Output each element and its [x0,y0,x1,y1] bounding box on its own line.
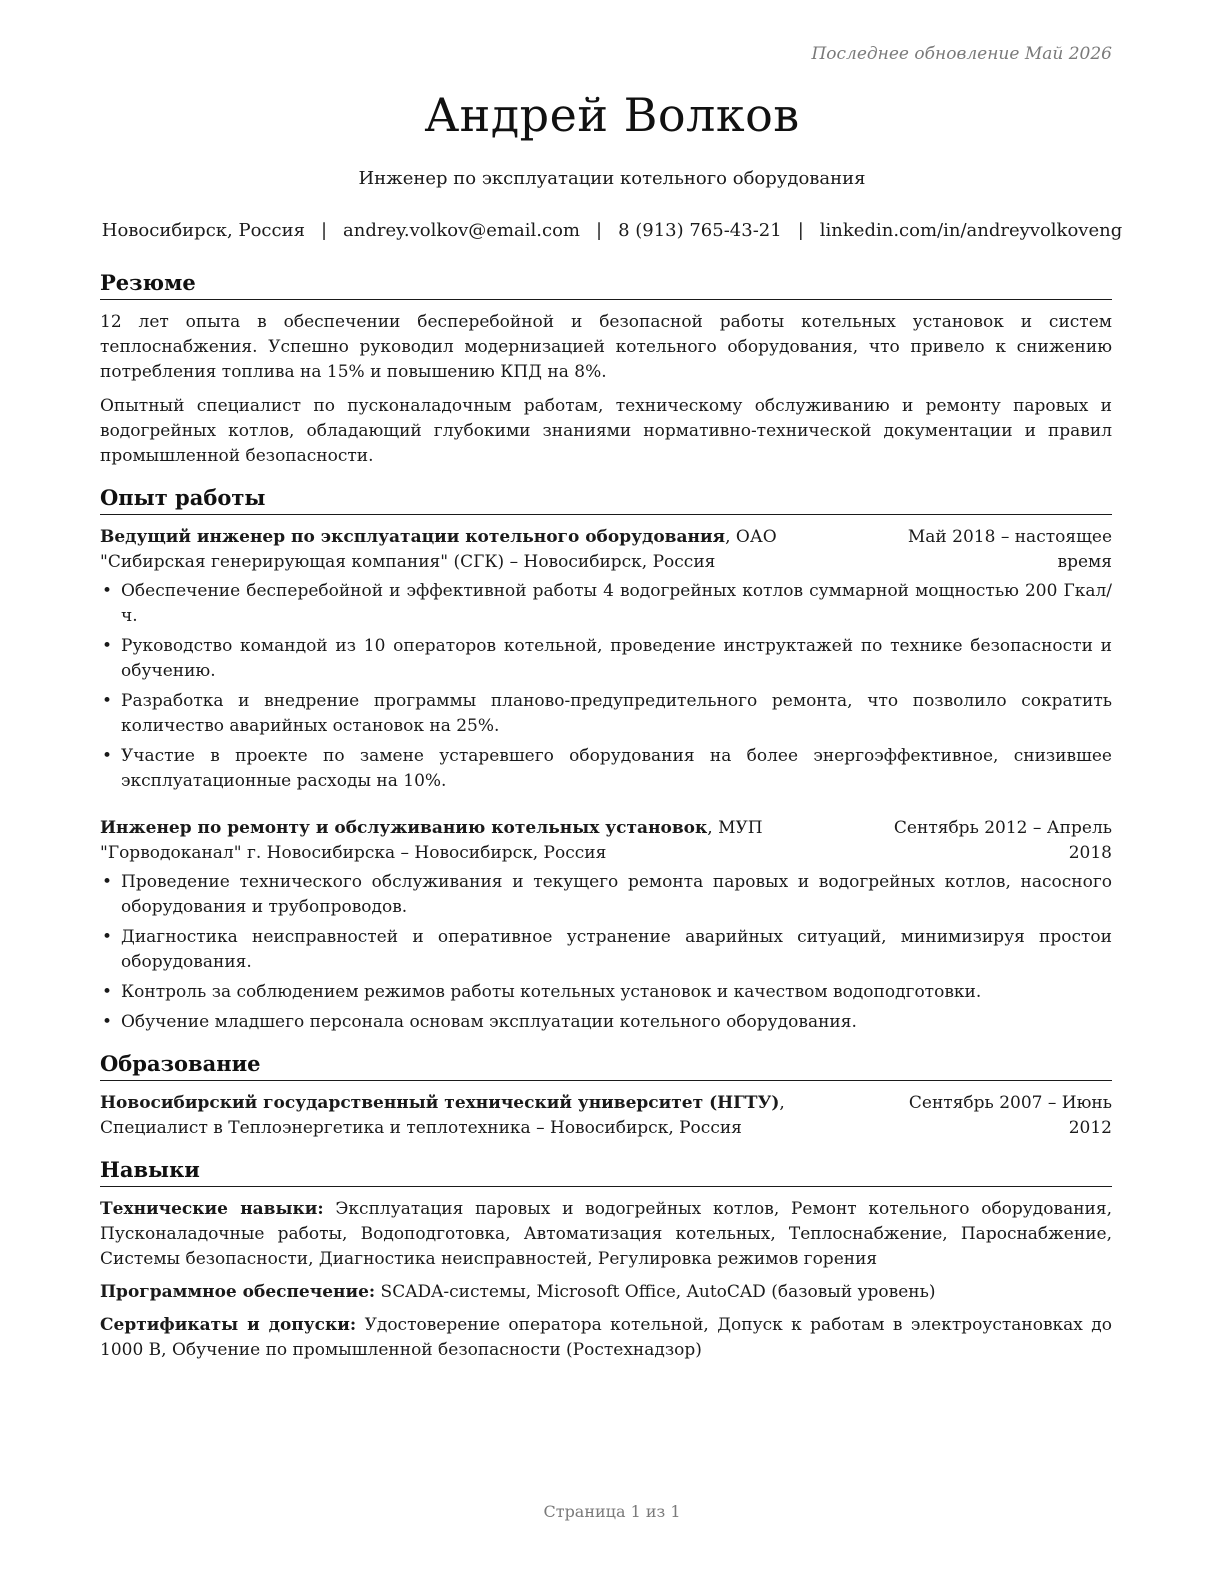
section-heading-experience: Опыт работы [100,483,1112,515]
job-company: , ОАО "Сибирская генерирующая компания" (СГК) – Новосибирск, Россия [100,527,777,572]
contact-separator: | [320,220,328,241]
section-heading-education: Образование [100,1049,1112,1081]
job-dates: Сентябрь 2012 – Апрель 2018 [893,818,1112,863]
job-bullets [100,579,1112,794]
job-dates: Май 2018 – настоящее время [907,527,1112,572]
skill-label: Сертификаты и допуски: [100,1315,357,1335]
list-item: • Обучение младшего персонала основам эксплуатации котельного оборудования. [100,1010,1112,1035]
education-school: Новосибирский государственный технический университет (НГТУ) [100,1093,780,1113]
skill-group [100,1280,1112,1305]
contact-email[interactable]: andrey.volkov@email.com [343,220,580,241]
contact-separator: | [797,220,804,241]
skill-text: Удостоверение оператора котельной, Допуск к работам в электроустановках до 1000 В, Обучение по промышленной безопасности (Ростехнадзор) [100,1315,1112,1360]
contact-phone[interactable]: 8 (913) 765-43-21 [618,220,782,241]
job-header [100,525,1112,575]
education-dates: Сентябрь 2007 – Июнь 2012 [908,1093,1112,1138]
list-item: • Проведение технического обслуживания и текущего ремонта паровых и водогрейных котлов, насосного оборудования и трубопроводов. [100,870,1112,920]
skill-group [100,1197,1112,1272]
job-role: Инженер по ремонту и обслуживанию котельных установок [100,818,708,838]
contact-location: Новосибирск, Россия [101,220,305,241]
page-number: Страница 1 из 1 [543,1502,681,1521]
list-item: • Диагностика неисправностей и оперативное устранение аварийных ситуаций, минимизируя простои оборудования. [100,925,1112,975]
summary-paragraph: Опытный специалист по пусконаладочным работам, техническому обслуживанию и ремонту паровых и водогрейных котлов, обладающий глубокими знаниями нормативно-технической документации и правил промышленной безопасности. [100,396,1112,466]
job-bullets [100,870,1112,1035]
skill-label: Технические навыки: [100,1199,324,1219]
skill-text: Эксплуатация паровых и водогрейных котлов, Ремонт котельного оборудования, Пусконаладочные работы, Водоподготовка, Автоматизация котельных, Теплоснабжение, Пароснабжение, Системы безопасности, Диагностика неисправностей, Регулировка режимов горения [100,1199,1112,1269]
list-item: • Обеспечение бесперебойной и эффективной работы 4 водогрейных котлов суммарной мощностью 200 Гкал/ч. [100,579,1112,629]
list-item: • Контроль за соблюдением режимов работы котельных установок и качеством водоподготовки. [100,980,1112,1005]
contact-line [0,220,1224,241]
education-detail: , Специалист в Теплоэнергетика и теплотехника – Новосибирск, Россия [100,1093,785,1138]
skill-label: Программное обеспечение: [100,1282,376,1302]
resume-content [100,268,1112,1371]
job-entry [100,525,1112,794]
candidate-name: Андрей Волков [424,88,800,142]
job-header [100,816,1112,866]
job-company: , МУП "Горводоканал" г. Новосибирска – Новосибирск, Россия [100,818,763,863]
last-updated: Последнее обновление Май 2026 [811,44,1112,64]
contact-linkedin[interactable]: linkedin.com/in/andreyvolkoveng [819,220,1123,241]
summary-paragraph: 12 лет опыта в обеспечении бесперебойной и безопасной работы котельных установок и систем теплоснабжения. Успешно руководил модернизацией котельного оборудования, что привело к снижению потребления топлива на 15% и повышению КПД на 8%. [100,312,1112,382]
job-entry [100,816,1112,1035]
contact-separator: | [595,220,603,241]
list-item: • Разработка и внедрение программы планово-предупредительного ремонта, что позволило сократить количество аварийных остановок на 25%. [100,689,1112,739]
list-item: • Участие в проекте по замене устаревшего оборудования на более энергоэффективное, снизившее эксплуатационные расходы на 10%. [100,744,1112,794]
section-heading-summary: Резюме [100,268,1112,300]
skill-text: SCADA-системы, Microsoft Office, AutoCAD (базовый уровень) [375,1282,936,1302]
education-entry [100,1091,1112,1141]
skill-group [100,1313,1112,1363]
list-item: • Руководство командой из 10 операторов котельной, проведение инструктажей по технике безопасности и обучению. [100,634,1112,684]
section-heading-skills: Навыки [100,1155,1112,1187]
candidate-title: Инженер по эксплуатации котельного оборудования [358,168,866,189]
job-role: Ведущий инженер по эксплуатации котельного оборудования [100,527,726,547]
